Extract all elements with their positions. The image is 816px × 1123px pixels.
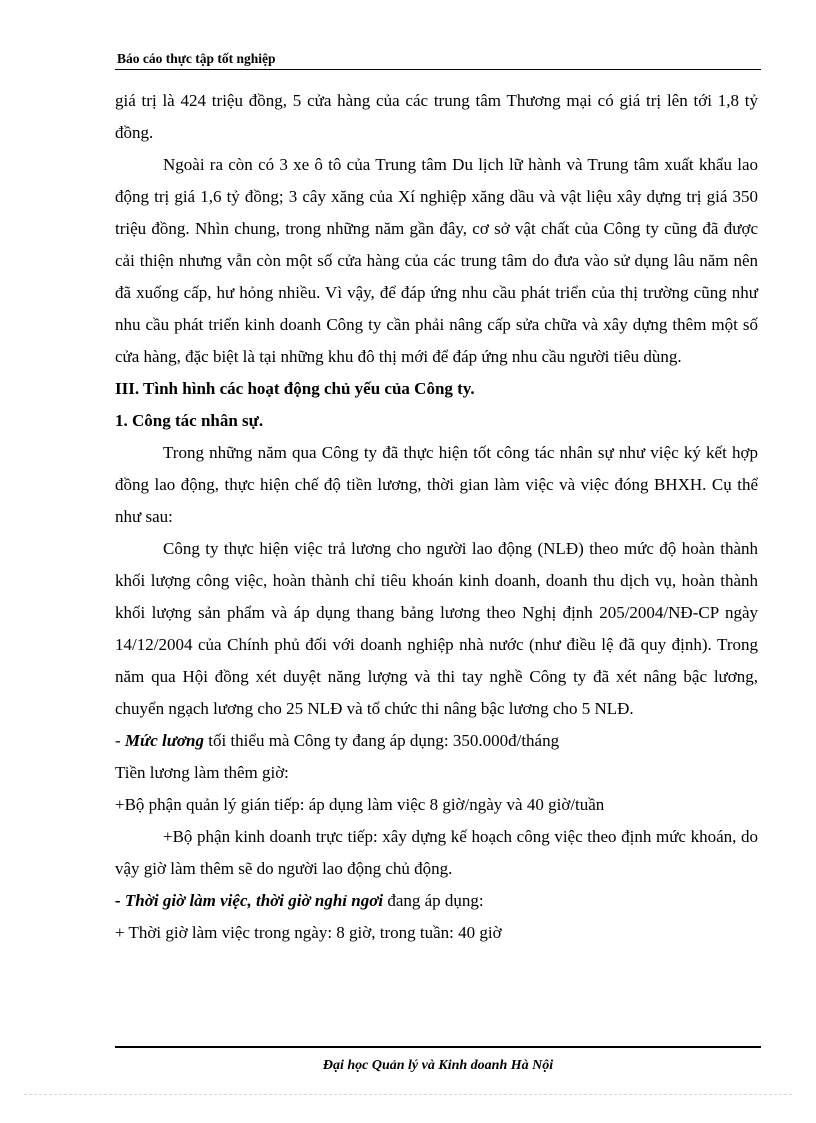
paragraph-salary-policy: Công ty thực hiện việc trả lương cho người lao động (NLĐ) theo mức độ hoàn thành khối lượng công việc, hoàn thành chỉ tiêu khoán kinh doanh, doanh thu dịch vụ, hoàn thành khối lượng sản phẩm và áp dụng thang bảng lương theo Nghị định 205/2004/NĐ-CP ngày 14/12/2004 của Chính phủ đối với doanh nghiệp nhà nước (như điều lệ đã quy định). Trong năm qua Hội đồng xét duyệt năng lượng và thi tay nghề Công ty đã xét nâng bậc lương, chuyển ngạch lương cho 25 NLĐ và tổ chức thi nâng bậc lương cho 5 NLĐ. (115, 539, 758, 718)
running-header: Báo cáo thực tập tốt nghiệp (117, 51, 276, 66)
page-bottom-edge (24, 1094, 792, 1095)
overtime-direct-item: +Bộ phận kinh doanh trực tiếp: xây dựng kế hoạch công việc theo định mức khoán, do vậy giờ làm thêm sẽ do người lao động chủ động. (115, 827, 758, 878)
worktime-text: đang áp dụng: (383, 891, 484, 910)
overtime-indirect-item: +Bộ phận quản lý gián tiếp: áp dụng làm việc 8 giờ/ngày và 40 giờ/tuần (115, 795, 605, 814)
wage-prefix: - (115, 731, 125, 750)
overtime-title: Tiền lương làm thêm giờ: (115, 763, 289, 782)
wage-label: Mức lương (124, 731, 205, 750)
worktime-detail-item: + Thời giờ làm việc trong ngày: 8 giờ, trong tuần: 40 giờ (115, 923, 502, 942)
page-body (115, 85, 758, 949)
section-heading: III. Tình hình các hoạt động chủ yếu của Công ty. (115, 379, 475, 398)
paragraph-assets-continued: giá trị là 424 triệu đồng, 5 cửa hàng của các trung tâm Thương mại có giá trị lên tới 1,8 tỷ đồng. (115, 91, 758, 142)
subsection-heading: 1. Công tác nhân sự. (115, 411, 264, 430)
running-footer: Đại học Quản lý và Kinh doanh Hà Nội (322, 1058, 554, 1073)
worktime-item (115, 885, 758, 917)
paragraph-facilities: Ngoài ra còn có 3 xe ô tô của Trung tâm Du lịch lữ hành và Trung tâm xuất khẩu lao động trị giá 1,6 tỷ đồng; 3 cây xăng của Xí nghiệp xăng dầu và vật liệu xây dựng trị giá 350 triệu đồng. Nhìn chung, trong những năm gần đây, cơ sở vật chất của Công ty cũng đã được cải thiện nhưng vẫn còn một số cửa hàng của các trung tâm do đưa vào sử dụng lâu năm nên đã xuống cấp, hư hỏng nhiều. Vì vậy, để đáp ứng nhu cầu phát triển của thị trường cũng như nhu cầu phát triển kinh doanh Công ty cần phải nâng cấp sửa chữa và xây dựng thêm một số cửa hàng, đặc biệt là tại những khu đô thị mới để đáp ứng nhu cầu người tiêu dùng. (115, 155, 758, 366)
worktime-label: - Thời giờ làm việc, thời giờ nghỉ ngơi (115, 891, 384, 910)
paragraph-personnel-intro: Trong những năm qua Công ty đã thực hiện tốt công tác nhân sự như việc ký kết hợp đồng lao động, thực hiện chế độ tiền lương, thời gian làm việc và việc đóng BHXH. Cụ thể như sau: (115, 443, 758, 526)
header-divider (115, 69, 761, 70)
minimum-wage-item (115, 725, 758, 757)
wage-text: tối thiểu mà Công ty đang áp dụng: 350.000đ/tháng (204, 731, 560, 750)
footer-divider (115, 1046, 761, 1048)
